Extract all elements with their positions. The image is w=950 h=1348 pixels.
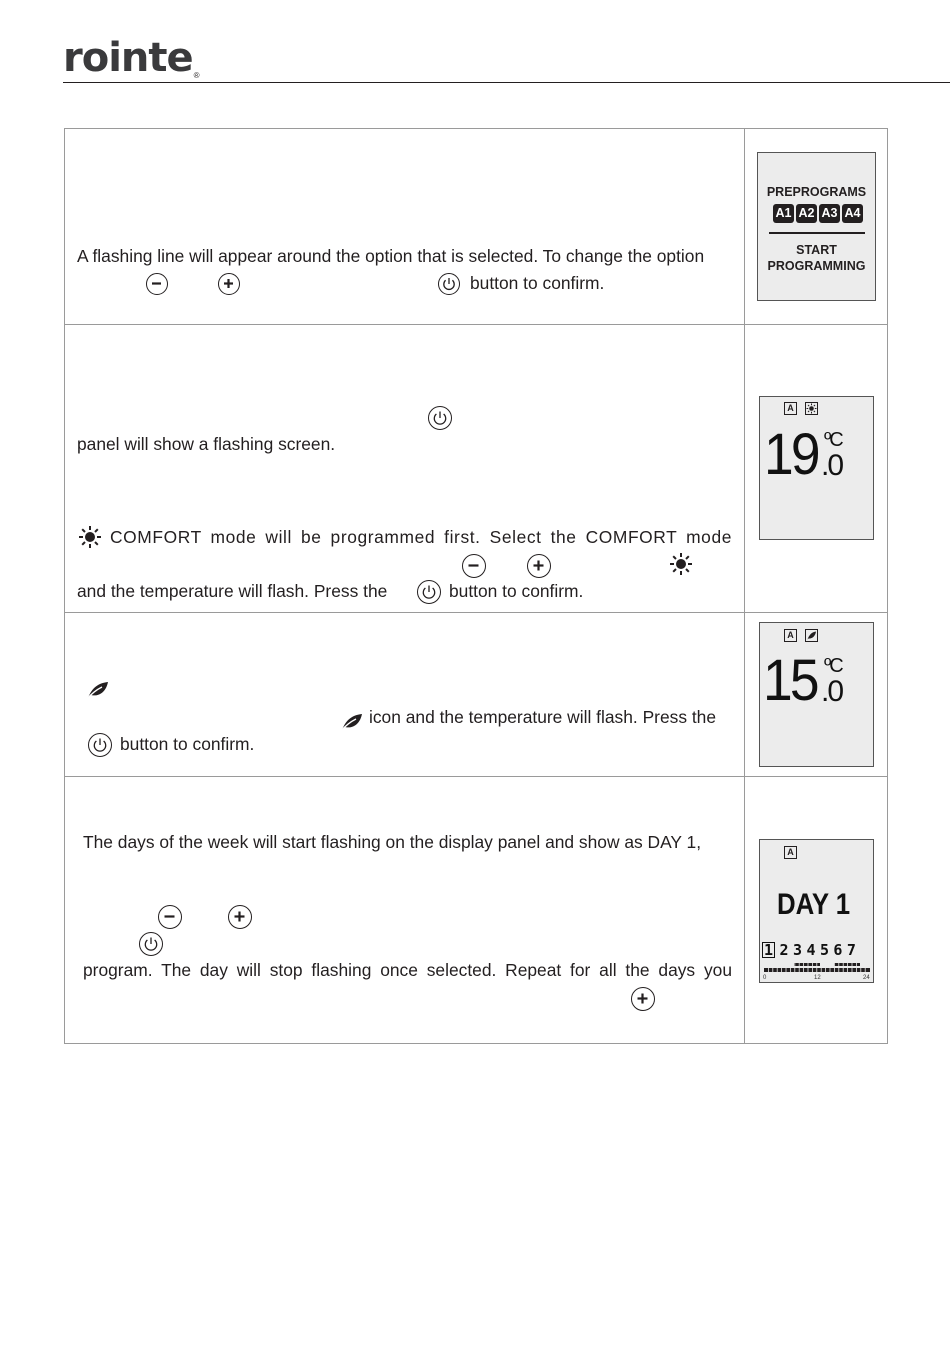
auto-mode-icon: A (784, 402, 797, 415)
lcd-comfort-temperature (759, 396, 874, 540)
day-number-selected: 1 (764, 941, 774, 959)
day-number: 7 (846, 941, 856, 959)
lcd-eco-temperature (759, 622, 874, 767)
auto-mode-icon: A (784, 629, 797, 642)
lcd-divider (769, 232, 865, 234)
row3-eco-text: icon and the temperature will flash. Press the (369, 707, 717, 727)
plus-button-icon (228, 905, 252, 929)
minus-button-icon (146, 273, 168, 295)
plus-button-icon (527, 554, 551, 578)
temperature-unit: ºC (824, 429, 842, 451)
auto-mode-icon: A (784, 846, 797, 859)
minus-button-icon (158, 905, 182, 929)
preset-badge: A1 (773, 204, 794, 223)
preset-list (768, 204, 868, 223)
lcd-preprograms-title: PREPROGRAMS (766, 185, 867, 199)
row2-confirm-text: button to confirm. (449, 581, 584, 601)
tick-label: 24 (863, 975, 870, 981)
lcd-preprograms (757, 152, 876, 301)
row1-confirm-text: button to confirm. (470, 273, 605, 293)
leaf-icon (340, 712, 364, 732)
temperature-value: 19 (764, 422, 818, 487)
temperature-value: 15 (763, 648, 817, 713)
power-button-icon (139, 932, 163, 956)
day-number: 3 (792, 941, 802, 959)
temperature-decimal: .0 (821, 675, 843, 708)
brand-logo (63, 36, 223, 80)
lcd-start-label: START (796, 243, 837, 257)
temperature-unit: ºC (824, 655, 842, 677)
tick-label: 12 (814, 975, 821, 981)
row3-confirm-text: button to confirm. (120, 734, 255, 754)
row-divider (64, 324, 888, 325)
row-divider (64, 776, 888, 777)
column-divider (744, 128, 745, 1044)
preset-badge: A3 (819, 204, 840, 223)
power-button-icon (417, 580, 441, 604)
row2-text-line: panel will show a flashing screen. (77, 434, 336, 454)
power-button-icon (88, 733, 112, 757)
power-button-icon (438, 273, 460, 295)
preset-badge: A4 (842, 204, 863, 223)
preset-badge: A2 (796, 204, 817, 223)
header-divider (63, 82, 950, 83)
tick-label: 0 (763, 975, 767, 981)
sun-icon (79, 526, 101, 548)
row1-text-line: A flashing line will appear around the option that is selected. To change the option (77, 246, 705, 266)
day-number: 4 (806, 941, 816, 959)
brand-name: rointe (63, 35, 193, 81)
row2-press-text: and the temperature will flash. Press the (77, 581, 388, 601)
power-button-icon (428, 406, 452, 430)
day-number: 2 (779, 941, 789, 959)
day-label: DAY 1 (777, 888, 851, 921)
day-number: 5 (819, 941, 829, 959)
day-number-row (762, 941, 874, 960)
schedule-bar (764, 962, 870, 974)
lcd-day-selection (759, 839, 874, 983)
sun-icon (805, 402, 818, 415)
row-divider (64, 612, 888, 613)
day-number: 6 (833, 941, 843, 959)
row2-comfort-text: COMFORT mode will be programmed first. Select the COMFORT mode (110, 527, 732, 547)
plus-button-icon (631, 987, 655, 1011)
plus-button-icon (218, 273, 240, 295)
registered-mark: ® (193, 71, 200, 80)
leaf-icon (805, 629, 818, 642)
sun-icon (670, 553, 692, 575)
temperature-decimal: .0 (821, 449, 843, 482)
row4-days-text: The days of the week will start flashing on the display panel and show as DAY 1, (83, 832, 702, 852)
minus-button-icon (462, 554, 486, 578)
row4-program-text: program. The day will stop flashing once selected. Repeat for all the days you (83, 960, 732, 980)
lcd-programming-label: PROGRAMMING (767, 259, 866, 273)
leaf-icon (86, 680, 110, 700)
